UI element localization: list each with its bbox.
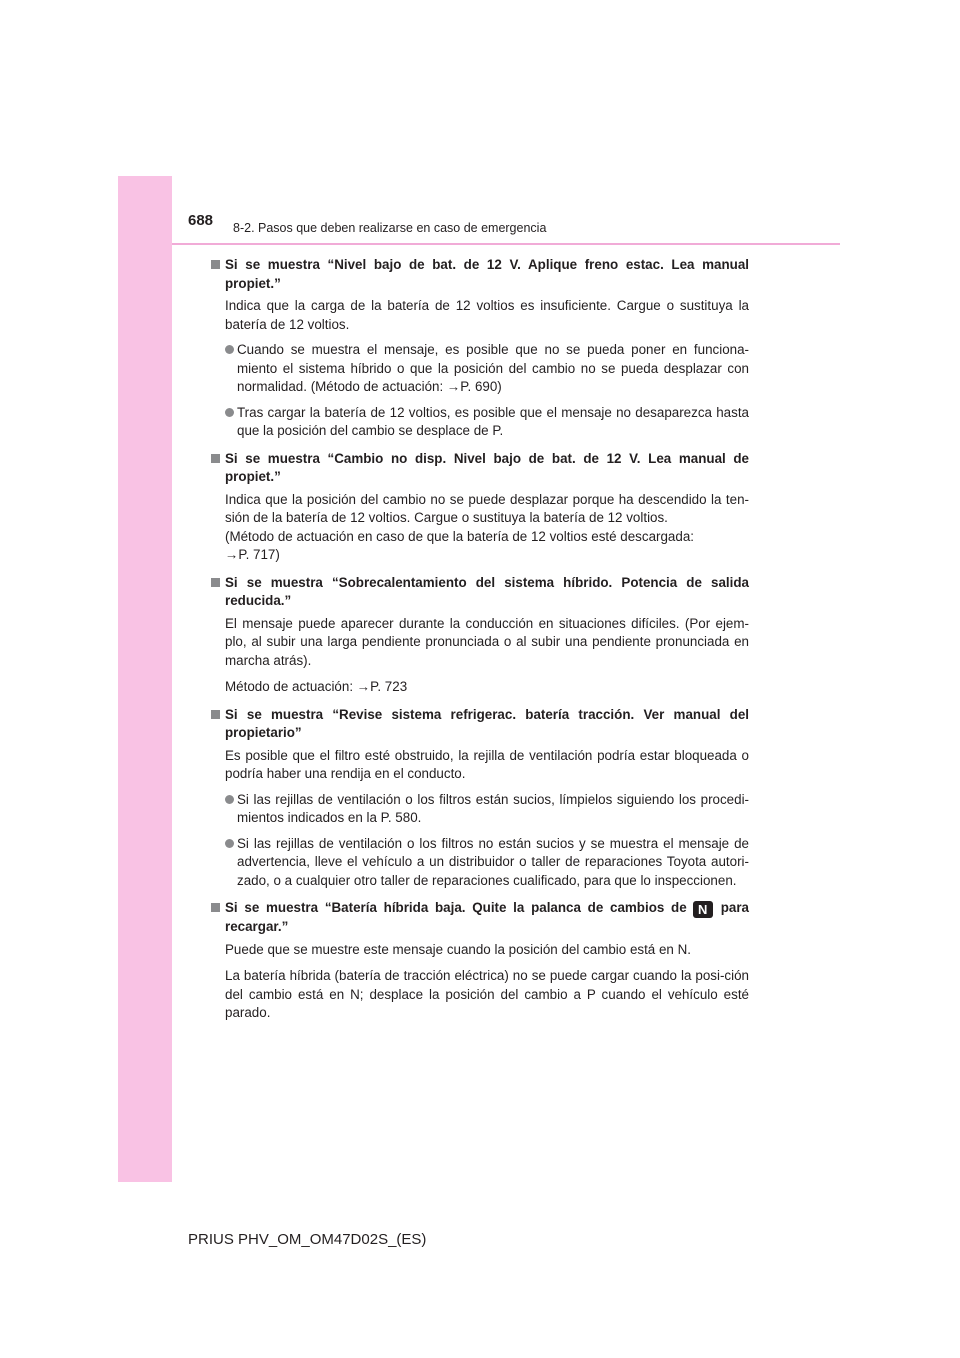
message-block-low-12v-battery	[211, 256, 749, 441]
block-heading: Si se muestra “Revise sistema refrigerac. batería tracción. Ver manual del propietario”	[211, 706, 749, 743]
block-paragraph: El mensaje puede aparecer durante la conducción en situaciones difíciles. (Por ejem-plo, al subir una larga pendiente pronunciada o al subir una pendiente pronunciada en marcha atrás).	[225, 615, 749, 668]
message-block-shift-unavailable	[211, 450, 749, 565]
round-bullet-icon	[225, 345, 234, 354]
block-paragraph: Indica que la posición del cambio no se puede desplazar porque ha descendido la ten-sión de la batería de 12 voltios. Cargue o sustituya la batería de 12 voltios. (Método de actuación en caso de que la batería de 12 voltios esté descargada: →P. 717)	[225, 491, 749, 562]
bullet-item: Si las rejillas de ventilación o los filtros están sucios, límpielos siguiendo los procedi-mientos indicados en la P. 580.	[211, 791, 749, 828]
square-bullet-icon	[211, 710, 220, 719]
document-code: PRIUS PHV_OM_OM47D02S_(ES)	[188, 1231, 427, 1248]
message-block-hybrid-overheat	[211, 574, 749, 697]
side-tab-bar	[118, 176, 172, 1182]
square-bullet-icon	[211, 454, 220, 463]
bullet-item: Cuando se muestra el mensaje, es posible que no se pueda poner en funciona-miento el sistema híbrido o que la posición del cambio no se pueda desplazar con normalidad. (Método de actuación: →P. 690)	[211, 341, 749, 397]
bullet-item: Tras cargar la batería de 12 voltios, es posible que el mensaje no desaparezca hasta que la posición del cambio se desplace de P.	[211, 404, 749, 441]
shift-position-n-icon: N	[693, 901, 713, 918]
bullet-item: Si las rejillas de ventilación o los filtros no están sucios y se muestra el mensaje de advertencia, lleve el vehículo a un distribuidor o taller de reparaciones Toyota autori-zado, o a cualquier otro taller de reparaciones cualificado, para que lo inspeccionen.	[211, 835, 749, 891]
page-number: 688	[188, 212, 214, 229]
square-bullet-icon	[211, 578, 220, 587]
round-bullet-icon	[225, 408, 234, 417]
block-paragraph: Es posible que el filtro esté obstruido, la rejilla de ventilación podría estar bloqueada o podría haber una rendija en el conducto.	[225, 747, 749, 781]
header-rule	[172, 243, 840, 245]
block-paragraph: Método de actuación: →P. 723	[225, 679, 408, 694]
block-heading: Si se muestra “Sobrecalentamiento del sistema híbrido. Potencia de salida reducida.”	[211, 574, 749, 611]
block-heading: Si se muestra “Batería híbrida baja. Quite la palanca de cambios de N para recargar.”	[211, 899, 749, 937]
square-bullet-icon	[211, 260, 220, 269]
message-block-hybrid-battery-low	[211, 899, 749, 1023]
block-paragraph: Indica que la carga de la batería de 12 voltios es insuficiente. Cargue o sustituya la batería de 12 voltios.	[225, 298, 749, 332]
square-bullet-icon	[211, 903, 220, 912]
block-paragraph: La batería híbrida (batería de tracción eléctrica) no se puede cargar cuando la posi-ción del cambio está en N; desplace la posición del cambio a P cuando el vehículo esté parado.	[225, 968, 749, 1020]
page-content	[211, 256, 749, 1032]
round-bullet-icon	[225, 839, 234, 848]
section-title: 8-2. Pasos que deben realizarse en caso de emergencia	[233, 221, 547, 235]
block-heading: Si se muestra “Cambio no disp. Nivel bajo de bat. de 12 V. Lea manual de propiet.”	[211, 450, 749, 487]
block-paragraph: Puede que se muestre este mensaje cuando la posición del cambio está en N.	[225, 941, 691, 957]
message-block-traction-battery-cooling	[211, 706, 749, 891]
round-bullet-icon	[225, 795, 234, 804]
block-heading: Si se muestra “Nivel bajo de bat. de 12 V. Aplique freno estac. Lea manual propiet.”	[211, 256, 749, 293]
